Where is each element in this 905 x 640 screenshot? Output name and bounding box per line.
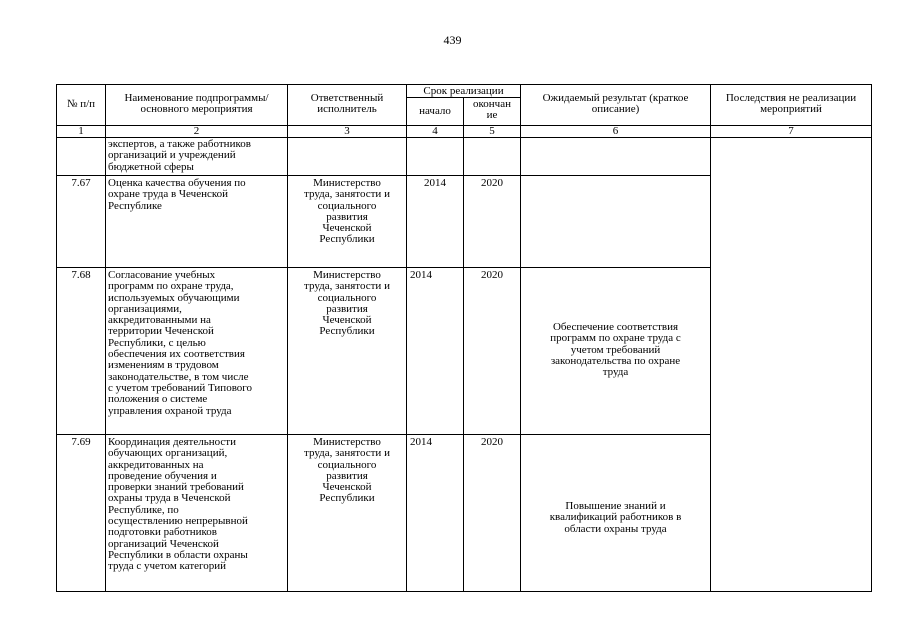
table-border-right (871, 84, 872, 592)
column-number-7: 7 (788, 126, 794, 137)
row-end: 2020 (481, 437, 503, 448)
header-number: № п/п (66, 99, 96, 110)
row-rule-7-67 (56, 175, 710, 176)
header-executor: Ответственный исполнитель (310, 93, 384, 116)
continuation-name: экспертов, а также работников организаций и учреждений бюджетной сферы (108, 139, 251, 173)
row-end: 2020 (481, 270, 503, 281)
column-number-3: 3 (344, 126, 350, 137)
row-start: 2014 (410, 437, 432, 448)
row-name: Оценка качества обучения по охране труда в Чеченской Республике (108, 178, 246, 212)
column-number-1: 1 (78, 126, 84, 137)
row-number: 7.68 (71, 270, 91, 281)
col-rule-3 (287, 84, 288, 592)
row-executor: Министерство труда, занятости и социального развития Чеченской Республики (304, 178, 390, 246)
row-start: 2014 (410, 270, 432, 281)
header-term: Срок реализации (423, 86, 504, 97)
row-rule-7-69 (56, 434, 710, 435)
col-rule-4 (406, 84, 407, 592)
column-number-2: 2 (193, 126, 200, 137)
table-border-left (56, 84, 57, 592)
header-consequences: Последствия не реализации мероприятий (725, 93, 857, 116)
row-result: Повышение знаний и квалификаций работников в области охраны труда (549, 501, 682, 535)
row-executor: Министерство труда, занятости и социального развития Чеченской Республики (304, 270, 390, 338)
row-name: Координация деятельности обучающих организаций, аккредитованных на проведение обучения и проверки знаний требований охраны труда в Чеченской Республике, по осуществлению непрерывной подготовки работников организаций Чеченской Республики в области охраны труда с учетом категорий (108, 437, 248, 573)
page-number: 439 (443, 33, 462, 47)
header-start: начало (419, 106, 451, 117)
row-number: 7.69 (71, 437, 91, 448)
row-rule-7-68 (56, 267, 710, 268)
col-rule-5 (463, 97, 464, 592)
column-number-4: 4 (432, 126, 438, 137)
row-end: 2020 (481, 178, 503, 189)
table-border-bottom (56, 591, 872, 592)
column-number-5: 5 (489, 126, 495, 137)
row-number: 7.67 (71, 178, 91, 189)
col-rule-7 (710, 84, 711, 592)
row-name: Согласование учебных программ по охране труда, используемых обучающими организациями, аккредитованными на территории Чеченской Республики, с целью обеспечения их соответствия изменениям в трудовом законодательстве, в том числе с учетом требований Типового положения о системе управления охраной труда (108, 270, 253, 417)
header-name: Наименование подпрограммы/ основного мероприятия (124, 93, 269, 116)
row-executor: Министерство труда, занятости и социального развития Чеченской Республики (304, 437, 390, 505)
header-result: Ожидаемый результат (краткое описание) (542, 93, 689, 116)
column-numbers-bottom-rule (56, 137, 872, 138)
col-rule-2 (105, 84, 106, 592)
table-border-top (56, 84, 872, 85)
header-end: окончан ие (473, 99, 511, 122)
row-start: 2014 (424, 178, 446, 189)
row-result: Обеспечение соответствия программ по охране труда с учетом требований законодательства по охране труда (550, 322, 681, 379)
column-number-6: 6 (612, 126, 619, 137)
